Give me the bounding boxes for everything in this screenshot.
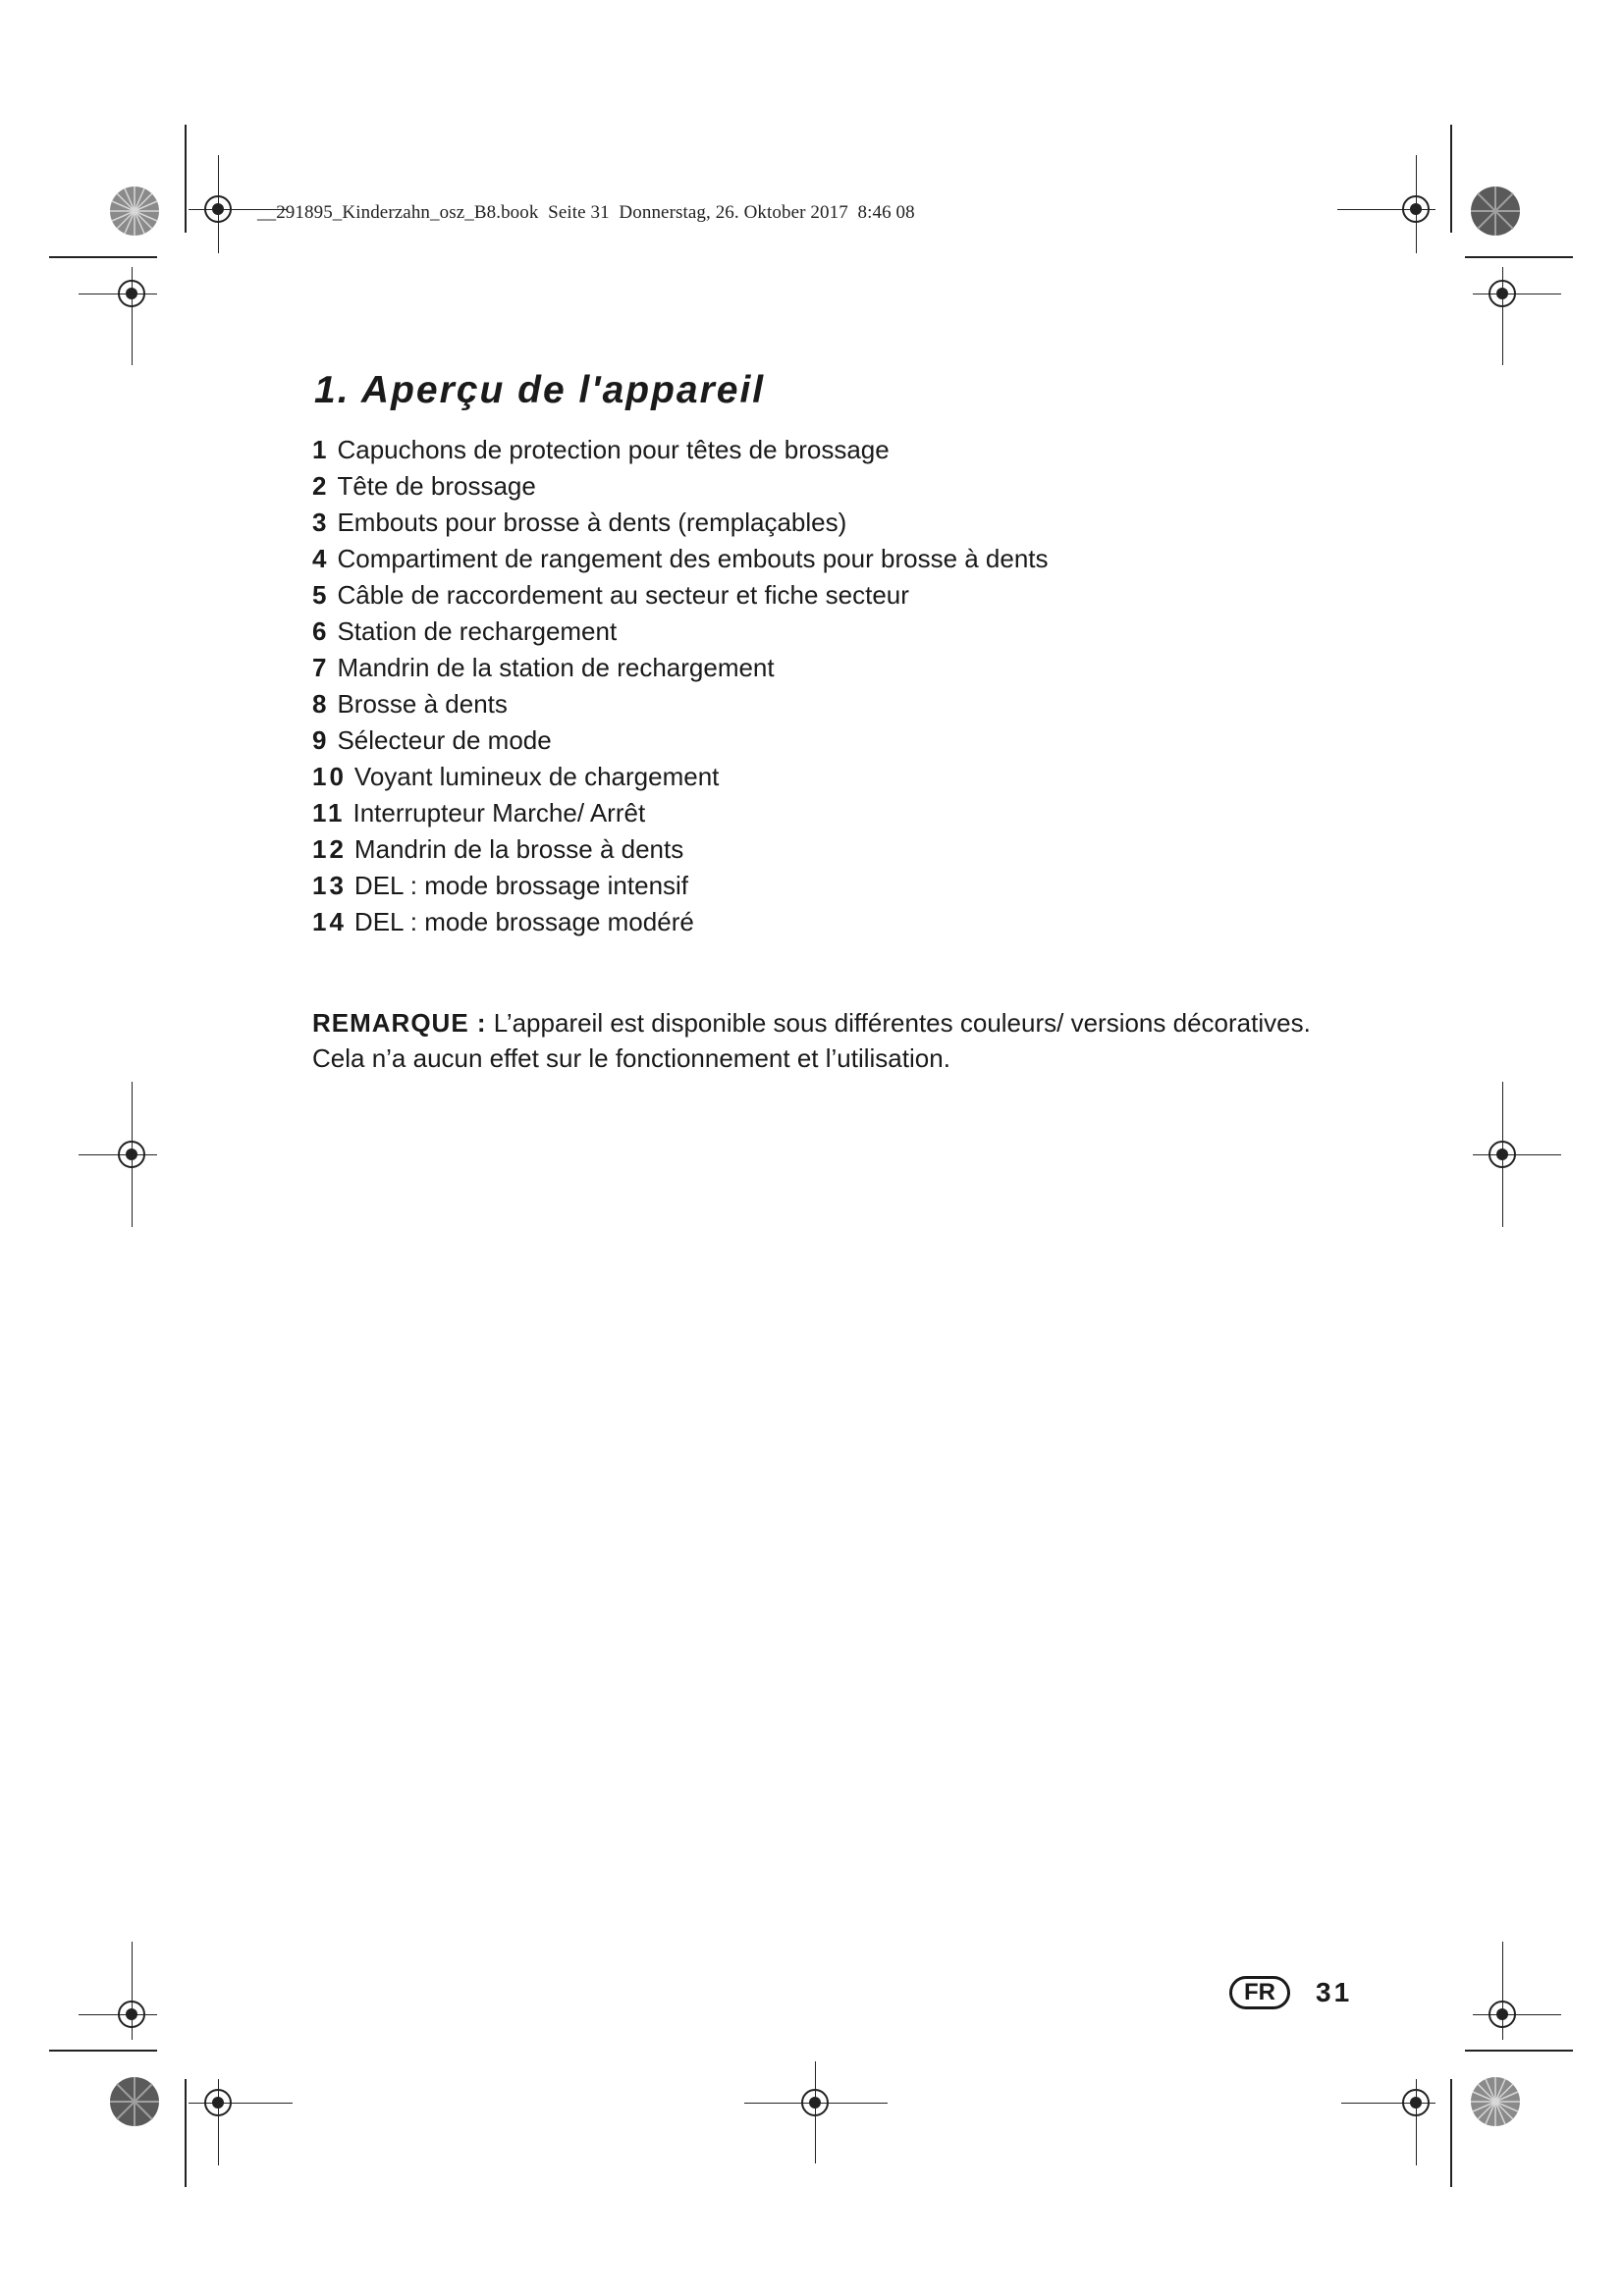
item-label: DEL : mode brossage modéré [353, 907, 694, 936]
item-number: 1 [312, 435, 330, 464]
crop-line [185, 2079, 187, 2187]
item-number: 14 [312, 907, 347, 936]
page-number: 31 [1316, 1977, 1353, 2007]
item-label: Voyant lumineux de chargement [353, 762, 720, 791]
registration-mark-icon [112, 1135, 151, 1174]
item-number: 5 [312, 580, 330, 610]
item-label: Mandrin de la brosse à dents [353, 834, 684, 864]
list-item [312, 432, 1049, 468]
list-item [312, 759, 1049, 795]
registration-mark-icon [112, 1995, 151, 2034]
print-header: __291895_Kinderzahn_osz_B8.book Seite 31 Donnerstag, 26. Oktober 2017 8:46 08 [257, 202, 915, 223]
list-item [312, 686, 1049, 722]
item-number: 3 [312, 507, 330, 537]
item-number: 11 [312, 798, 346, 828]
list-item [312, 795, 1049, 831]
remark-line-2: Cela n’a aucun effet sur le fonctionnement et l’utilisation. [312, 1043, 950, 1073]
item-label: Station de rechargement [337, 616, 618, 646]
remark-note [312, 1005, 1392, 1076]
registration-mark-icon [1396, 2083, 1435, 2122]
item-number: 4 [312, 544, 330, 573]
registration-mark-icon [1483, 1995, 1522, 2034]
list-item [312, 577, 1049, 614]
item-number: 8 [312, 689, 330, 719]
item-number: 9 [312, 725, 330, 755]
item-label: Compartiment de rangement des embouts pour brosse à dents [337, 544, 1049, 573]
item-label: DEL : mode brossage intensif [353, 871, 689, 900]
remark-label: REMARQUE : [312, 1008, 487, 1038]
crop-line [185, 125, 187, 233]
item-label: Embouts pour brosse à dents (remplaçables) [337, 507, 847, 537]
item-number: 13 [312, 871, 347, 900]
parts-list [312, 432, 1049, 940]
item-label: Tête de brossage [337, 471, 536, 501]
registration-mark-icon [198, 2083, 238, 2122]
registration-mark-icon [795, 2083, 835, 2122]
item-label: Brosse à dents [337, 689, 508, 719]
list-item [312, 831, 1049, 868]
crop-line [1465, 2050, 1573, 2052]
crop-line [1450, 2079, 1452, 2187]
page-footer [1229, 1973, 1352, 2012]
registration-mark-icon [1483, 274, 1522, 313]
list-item [312, 614, 1049, 650]
list-item [312, 722, 1049, 759]
crop-line [49, 2050, 157, 2052]
list-item [312, 505, 1049, 541]
item-number: 12 [312, 834, 347, 864]
list-item [312, 904, 1049, 940]
crop-line [1450, 125, 1452, 233]
calibration-disc-icon [108, 2075, 161, 2128]
calibration-disc-icon [108, 185, 161, 238]
item-label: Capuchons de protection pour têtes de brossage [337, 435, 890, 464]
item-number: 10 [312, 762, 347, 791]
item-label: Câble de raccordement au secteur et fiche secteur [337, 580, 909, 610]
registration-mark-icon [112, 274, 151, 313]
remark-line-1: L’appareil est disponible sous différentes couleurs/ versions décoratives. [493, 1008, 1311, 1038]
item-label: Interrupteur Marche/ Arrêt [352, 798, 646, 828]
item-number: 7 [312, 653, 330, 682]
item-label: Mandrin de la station de rechargement [337, 653, 775, 682]
item-number: 6 [312, 616, 330, 646]
language-badge: FR [1229, 1976, 1290, 2009]
calibration-disc-icon [1469, 185, 1522, 238]
section-title: 1. Aperçu de l'appareil [314, 369, 766, 411]
registration-mark-icon [1483, 1135, 1522, 1174]
calibration-disc-icon [1469, 2075, 1522, 2128]
item-number: 2 [312, 471, 330, 501]
registration-mark-icon [1396, 189, 1435, 229]
list-item [312, 468, 1049, 505]
crop-line [1465, 256, 1573, 258]
item-label: Sélecteur de mode [337, 725, 552, 755]
crop-line [49, 256, 157, 258]
list-item [312, 650, 1049, 686]
list-item [312, 541, 1049, 577]
registration-mark-icon [198, 189, 238, 229]
list-item [312, 868, 1049, 904]
